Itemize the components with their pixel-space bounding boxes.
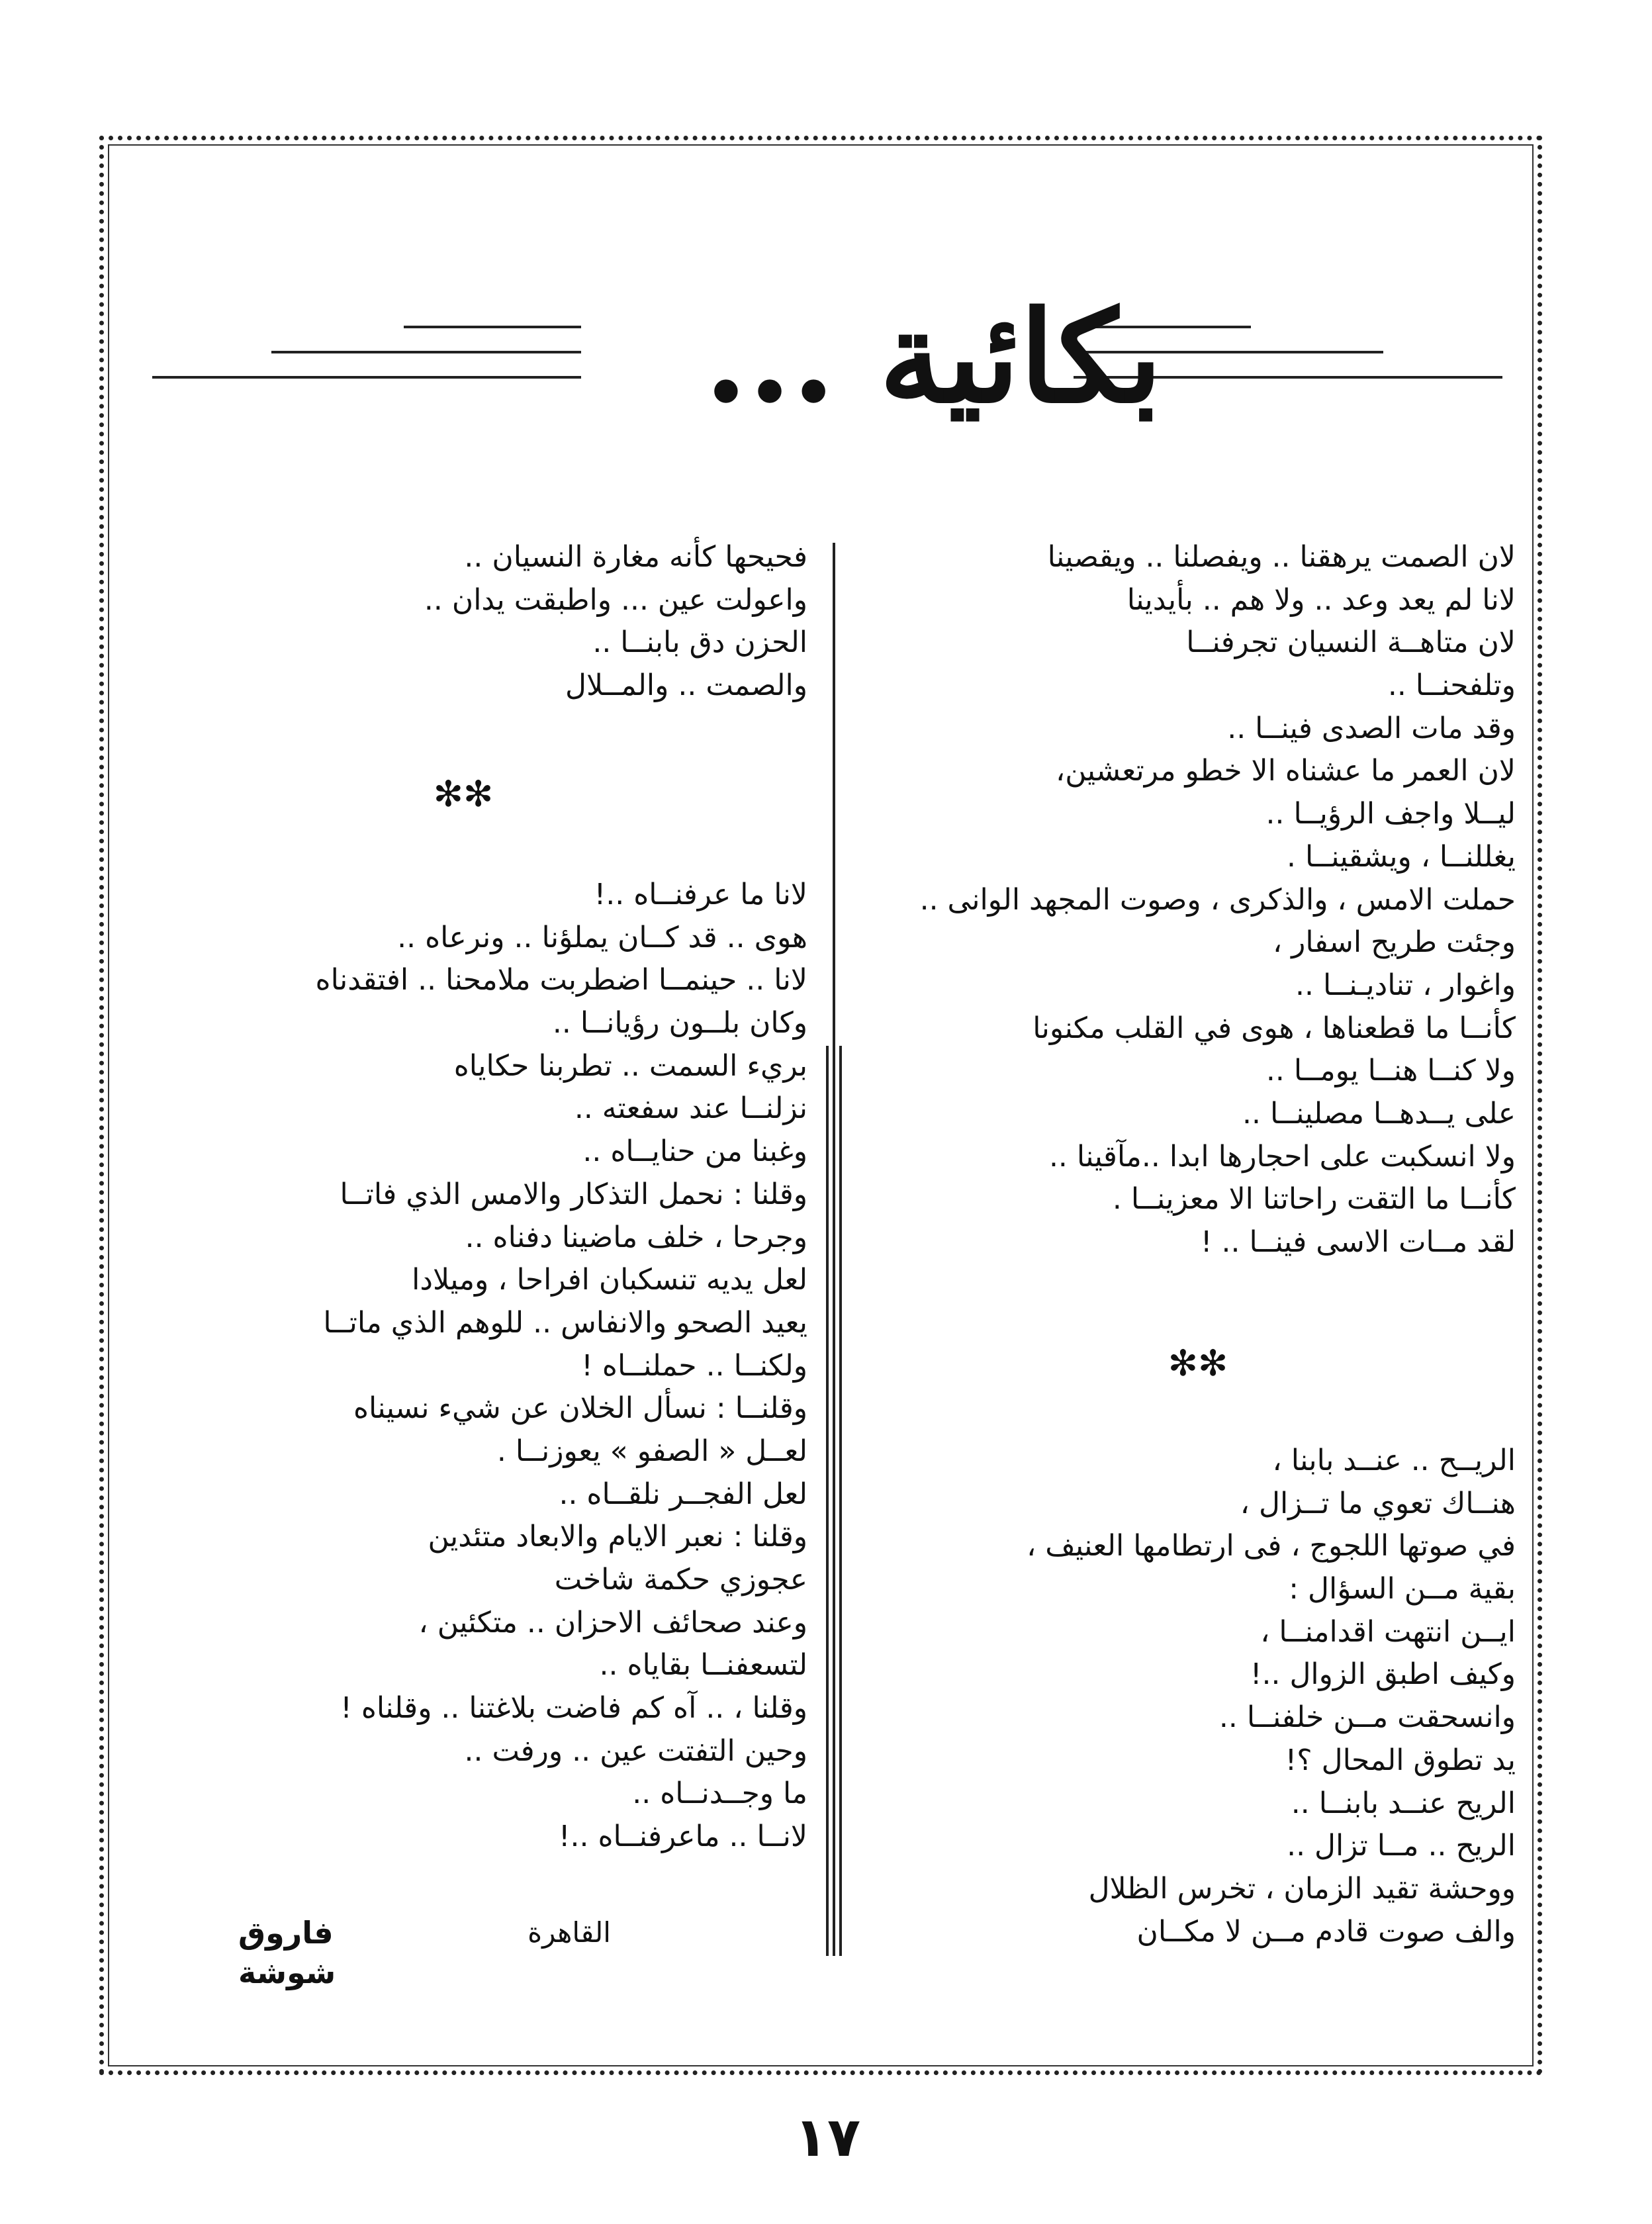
poem-line: ولا كنــا هنــا يومــا ..	[1265, 1054, 1516, 1088]
poem-line: واغوار ، تناديـنــا ..	[1295, 968, 1516, 1002]
poem-line: والصمت .. والمــلال	[565, 669, 807, 703]
poem-line: لعــل « الصفو » يعوزنــا .	[496, 1434, 807, 1468]
poem-line: والف صوت قادم مــن لا مكــان	[1136, 1914, 1516, 1949]
poem-header	[152, 252, 1502, 431]
poem-line: ولكنــا .. حملنــاه !	[581, 1348, 807, 1383]
header-rule	[271, 351, 581, 353]
left-column	[238, 536, 807, 708]
poem-line: وقد مات الصدى فينــا ..	[1227, 711, 1516, 745]
left-column-part-2	[238, 874, 807, 1859]
poem-line: وقلنا : نعبر الايام والابعاد متئدين	[428, 1520, 807, 1554]
poem-line: لانــا .. ماعرفنــاه ..!	[558, 1820, 807, 1854]
poem-line: ولا انسكبت على احجارها ابدا ..مآقينا ..	[1048, 1139, 1516, 1174]
poem-line: يعيد الصحو والانفاس .. للوهم الذي ماتــا	[323, 1305, 807, 1340]
poem-line: وكان بلــون رؤيانــا ..	[552, 1006, 807, 1041]
poem-line: حملت الامس ، والذكرى ، وصوت المجهد الوانى ..	[919, 882, 1516, 917]
poem-line: وانسحقت مــن خلفنــا ..	[1218, 1700, 1516, 1735]
poem-line: ايــن انتهت اقدامنــا ،	[1260, 1614, 1516, 1649]
poem-line: يد تطوق المحال ؟!	[1285, 1743, 1516, 1777]
poem-line: ليــلا واجف الرؤيــا ..	[1265, 797, 1516, 831]
poem-title: بكائية ...	[704, 283, 1163, 431]
poem-line: لعل يديه تنسكبان افراحا ، وميلادا	[412, 1263, 807, 1297]
poem-line: وغبنا من حنايــاه ..	[582, 1135, 807, 1169]
poem-line: في صوتها اللجوج ، فى ارتطامها العنيف ،	[1027, 1529, 1516, 1563]
poem-line: هنــاك تعوي ما تــزال ،	[1240, 1486, 1516, 1520]
poem-line: الحزن دق بابنــا ..	[592, 626, 807, 660]
poem-line: لانا لم يعد وعد .. ولا هم .. بأيدينا	[1126, 582, 1516, 617]
poem-line: وجرحا ، خلف ماضينا دفناه ..	[465, 1220, 807, 1254]
section-separator-right: ✻✻	[1168, 1342, 1228, 1384]
left-stanza-2	[238, 874, 807, 1859]
right-stanza-2	[887, 1440, 1516, 1953]
poem-line: هوى .. قد كــان يملؤنا .. ونرعاه ..	[397, 920, 807, 954]
poem-line: لقد مــات الاسى فينــا .. !	[1200, 1225, 1516, 1259]
poem-line: لعل الفجــر نلقــاه ..	[559, 1477, 807, 1511]
page-number: ١٧	[794, 2106, 861, 2169]
header-rule	[152, 376, 581, 379]
poem-line: الريــح .. عنــد بابنا ،	[1272, 1444, 1516, 1477]
poem-line: ما وجــدنــاه ..	[632, 1777, 807, 1811]
poem-line: وعند صحائف الاحزان .. متكئين ،	[418, 1605, 807, 1640]
right-stanza-1	[887, 536, 1516, 1264]
poem-line: وجئت طريح اسفار ،	[1272, 925, 1516, 960]
poem-line: بقية مــن السؤال :	[1289, 1572, 1516, 1606]
column-divider	[833, 543, 835, 1956]
poem-line: عجوزي حكمة شاخت	[554, 1563, 807, 1597]
poem-line: وقلنــا : نسأل الخلان عن شيء نسيناه	[353, 1391, 807, 1426]
poem-line: نزلنــا عند سفعته ..	[574, 1091, 807, 1126]
poem-line: فحيحها كأنه مغارة النسيان ..	[464, 540, 807, 574]
author-name: فاروق شوشة	[238, 1915, 336, 1990]
poem-line: وقلنا ، .. آه كم فاضت بلاغتنا .. وقلناه !	[340, 1691, 807, 1726]
left-stanza-1	[238, 536, 807, 708]
right-column	[887, 536, 1516, 1264]
poem-line: لان العمر ما عشناه الا خطو مرتعشين،	[1056, 754, 1516, 788]
poem-line: يغللنــا ، ويشقينــا .	[1287, 839, 1516, 874]
poem-line: الريح .. مــا تزال ..	[1287, 1829, 1516, 1863]
poem-line: وحين التفتت عين .. ورفت ..	[464, 1734, 807, 1768]
poem-line: وتلفحنــا ..	[1387, 669, 1516, 703]
poem-line: وكيف اطبق الزوال ..!	[1250, 1657, 1516, 1692]
poem-line: الريح عنــد بابنــا ..	[1291, 1786, 1516, 1820]
poem-line: كأنــا ما قطعناها ، هوى في القلب مكنونا	[1032, 1011, 1516, 1045]
place-name: القاهرة	[528, 1916, 611, 1949]
poem-line: بريء السمت .. تطربنا حكاياه	[453, 1048, 807, 1083]
poem-line: ووحشة تقيد الزمان ، تخرس الظلال	[1088, 1871, 1516, 1906]
column-divider-double	[826, 1046, 829, 1956]
poem-line: لانا .. حينمــا اضطربت ملامحنا .. افتقدناه	[315, 963, 807, 997]
right-column-part-2	[887, 1440, 1516, 1953]
poem-line: لان الصمت يرهقنا .. ويفصلنا .. ويقصينا	[1047, 540, 1516, 574]
poem-line: على يــدهــا مصلينــا ..	[1242, 1096, 1516, 1131]
poem-line: لتسعفنــا بقاياه ..	[599, 1648, 807, 1683]
poem-line: كأنــا ما التقت راحاتنا الا معزينــا .	[1112, 1182, 1516, 1217]
poem-line: لان متاهــة النسيان تجرفنــا	[1186, 626, 1516, 660]
poem-line: واعولت عين ... واطبقت يدان ..	[424, 582, 807, 617]
poem-line: وقلنا : نحمل التذكار والامس الذي فاتــا	[340, 1177, 807, 1211]
section-separator-left: ✻✻	[433, 773, 494, 815]
column-divider-double	[839, 1046, 842, 1956]
poem-line: لانا ما عرفنــاه ..!	[594, 878, 807, 911]
header-rule	[404, 326, 581, 328]
